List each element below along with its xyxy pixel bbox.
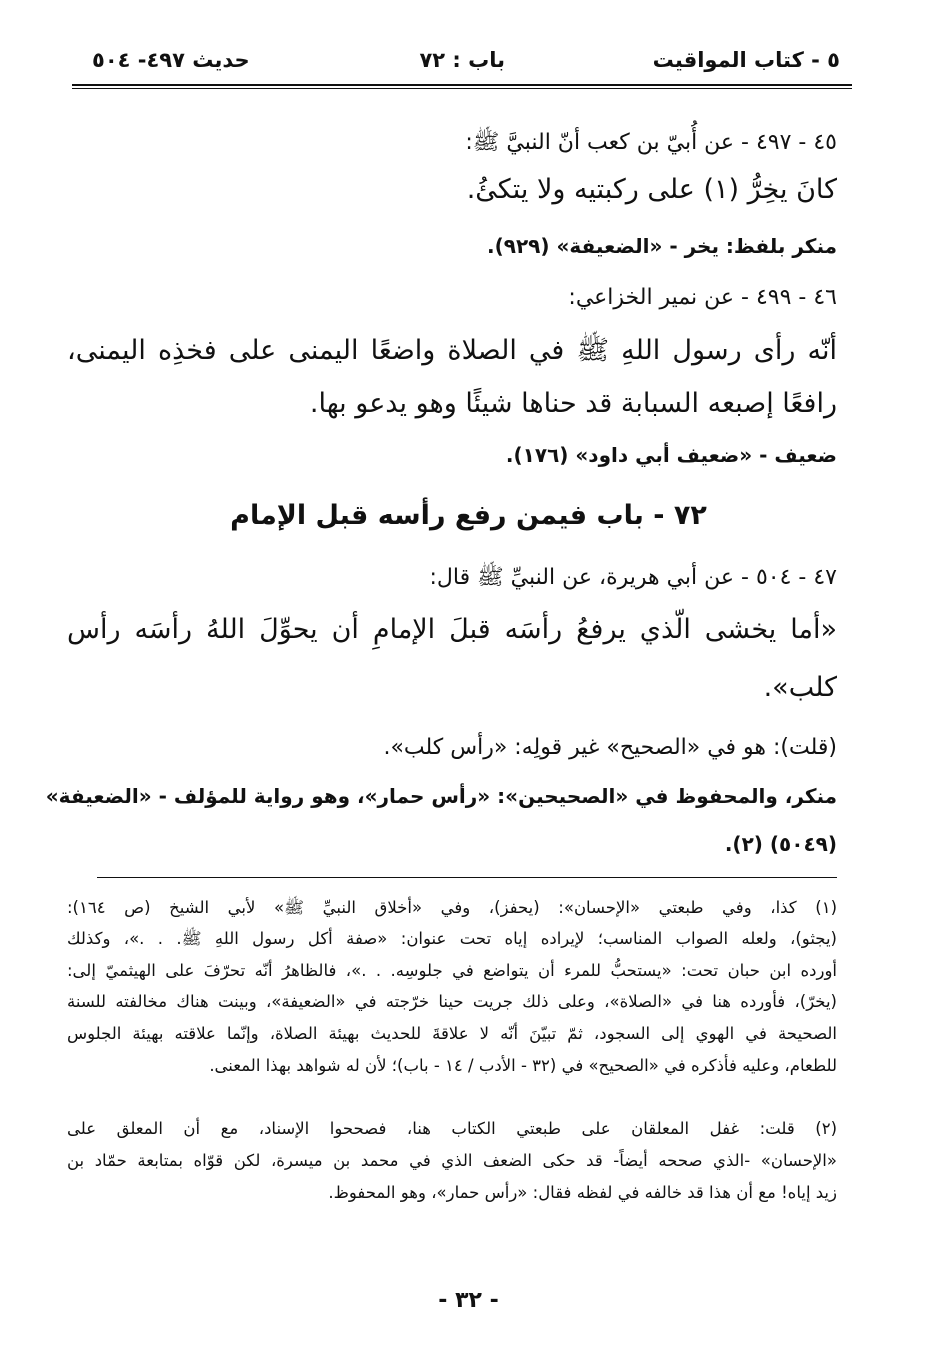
hadith-text-line: رافعًا إصبعه السبابة قد حناها شيئًا وهو يدعو بها. — [309, 388, 837, 419]
header-chapter: باب : ٧٢ — [419, 48, 505, 72]
footnote-line: زيد إياه! مع أن هذا قد خالفه في لفظه فقال: «رأس حمار»، وهو المحفوظ. — [328, 1183, 837, 1202]
running-header — [92, 46, 840, 84]
hadith-text-line: «أما يخشى الّذي يرفعُ رأسَه قبلَ الإمامِ أن يحوِّلَ اللهُ رأسَه رأس — [67, 614, 837, 645]
chapter-title: ٧٢ - باب فيمن رفع رأسه قبل الإمام — [230, 500, 707, 531]
hadith-grade: منكر، والمحفوظ في «الصحيحين»: «رأس حمار»، وهو رواية للمؤلف - «الضعيفة» — [45, 784, 837, 808]
footnote-line: (١) كذا، وفي طبعتي «الإحسان»: (يحفز)، وفي «أخلاق النبيِّ ﷺ» لأبي الشيخ (ص ١٦٤): — [67, 898, 837, 917]
header-rule — [72, 84, 852, 86]
header-rule-thin — [72, 88, 852, 89]
hadith-narrator-line: ٤٧ - ٥٠٤ - عن أبي هريرة، عن النبيِّ ﷺ قال: — [429, 565, 837, 590]
editor-note: (قلت): هو في «الصحيح» غير قولِه: «رأس كلب». — [383, 735, 837, 760]
hadith-text-line: كلب». — [763, 672, 837, 703]
hadith-grade: ضعيف - «ضعيف أبي داود» (١٧٦). — [505, 443, 837, 467]
footnote-separator — [97, 877, 837, 878]
footnote-line: الصحيحة في الهوي إلى السجود، ثمّ تبيّنَ أنّه لا علاقةَ للحديث بهيئة الصلاة، وإنّما علاقته بهيئة الجلوس — [67, 1024, 837, 1043]
hadith-grade: منكر بلفظ: يخر - «الضعيفة» (٩٢٩). — [487, 234, 837, 258]
header-book-title: ٥ - كتاب المواقيت — [652, 48, 840, 72]
footnote-line: «الإحسان» -الذي صححه أيضاً- قد حكى الضعف الذي في محمد بن ميسرة، لكن قوّاه بمتابعة حمّاد بن — [67, 1151, 837, 1170]
hadith-narrator-line: ٤٦ - ٤٩٩ - عن نمير الخزاعي: — [568, 285, 837, 310]
page-number: - ٣٢ - — [438, 1288, 499, 1313]
hadith-text-line: كانَ يخِرُّ (١) على ركبتيه ولا يتكئُ. — [466, 174, 837, 205]
footnote-line: للطعام، وعليه فأذكره في «الصحيح» في (٣٢ - الأدب / ١٤ - باب)؛ لأن له شواهد بهذا المعنى. — [209, 1056, 837, 1075]
hadith-text-line: أنّه رأى رسول اللهِ ﷺ في الصلاة واضعًا اليمنى على فخذِه اليمنى، — [67, 335, 837, 366]
hadith-narrator-line: ٤٥ - ٤٩٧ - عن أُبيّ بن كعب أنّ النبيَّ ﷺ: — [465, 130, 837, 155]
footnote-line: أورده ابن حبان تحت: «يستحبُّ للمرء أن يتواضع في جلوسِه. . .»، فالظاهرُ أنّه تحرّفَ على الهيثميّ إلى: — [67, 961, 837, 980]
footnote-line: (٢) قلت: غفل المعلقان على طبعتي الكتاب هنا، فصححوا الإسناد، مع أن المعلق على — [67, 1119, 837, 1138]
footnote-line: (يخرّ)، فأورده هنا في «الصلاة»، وعلى ذلك جريت حينا خرّجته في «الضعيفة»، وبينت هناك مخالفته للسنة — [67, 992, 837, 1011]
footnote-line: (يجثو)، ولعله الصواب المناسب؛ لإيراده إياه تحت عنوان: «صفة أكل رسول اللهِ ﷺ. . .»، وكذلك — [67, 929, 837, 948]
header-hadith-range: حديث ٤٩٧- ٥٠٤ — [92, 48, 250, 72]
hadith-grade: (٥٠٤٩) (٢). — [724, 832, 837, 856]
